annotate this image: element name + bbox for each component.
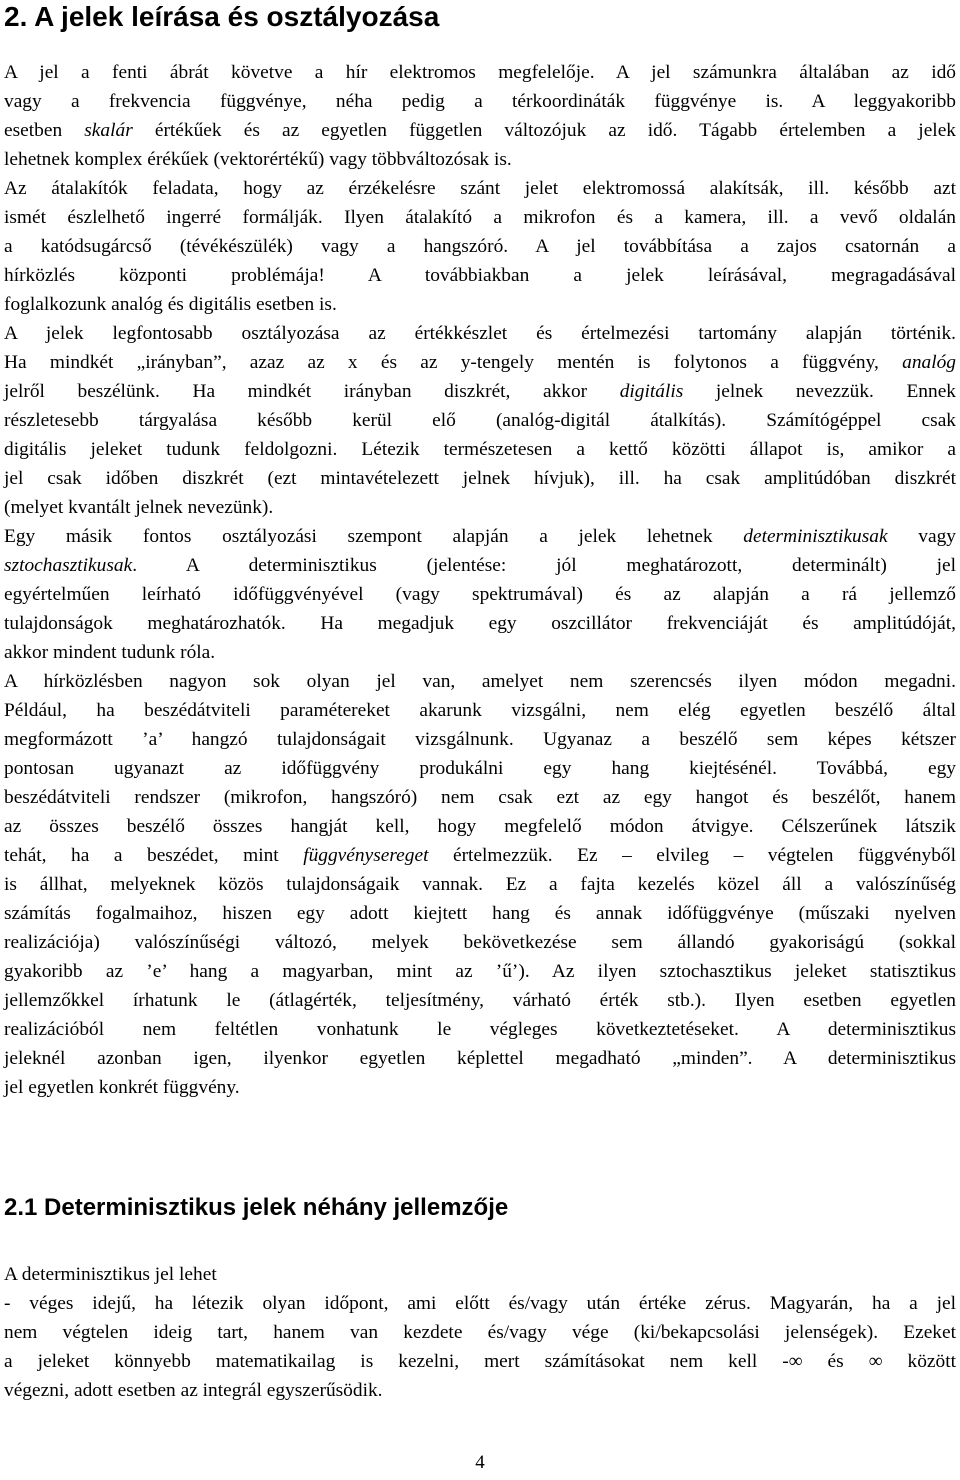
text-line: részletesebb tárgyalása később kerül elő (analóg-digitál átalkítás). Számítógéppel csak	[4, 410, 956, 431]
paragraph-signal-definition	[4, 58, 956, 174]
text-line: ismét észlelhető ingerré formálják. Ilyen átalakító a mikrofon és a kamera, ill. a vevő oldalán	[4, 207, 956, 228]
text-line: megformázott ’a’ hangzó tulajdonságait vizsgálnunk. Ugyanaz a beszélő sem képes kétszer	[4, 729, 956, 750]
text-line: tulajdonságok meghatározhatók. Ha megadjuk egy oszcillátor frekvenciáját és amplitúdóját,	[4, 613, 956, 634]
paragraph-transducers	[4, 174, 956, 319]
text-line: is állhat, melyeknek közös tulajdonságaik vannak. Ez a fajta kezelés közel áll a valószínűség	[4, 874, 956, 895]
text-line: végezni, adott esetben az integrál egyszerűsödik.	[4, 1380, 383, 1401]
text-line: akkor mindent tudunk róla.	[4, 642, 216, 663]
paragraph-stochastic	[4, 667, 956, 1102]
text-line: egyértelműen leírható időfüggvényével (vagy spektrumával) és az alapján a rá jellemző	[4, 584, 956, 605]
text-line: tehát, ha a beszédet, mint függvénysereget értelmezzük. Ez – elvileg – végtelen függvényből	[4, 845, 957, 866]
paragraph-finite-duration	[4, 1289, 956, 1405]
text-line: A jel a fenti ábrát követve a hír elektromos megfelelője. A jel számunkra általában az idő	[4, 62, 956, 83]
text-line: lehetnek komplex érékűek (vektorértékű) vagy többváltozósak is.	[4, 149, 512, 170]
emphasis: analóg	[902, 352, 956, 373]
text-line: a jeleket könnyebb matematikailag is kezelni, mert számításokat nem kell -∞ és ∞ között	[4, 1351, 956, 1372]
text-line: Az átalakítók feladata, hogy az érzékelésre szánt jelet elektromossá alakítsák, ill. később azt	[4, 178, 956, 199]
text-line: jellemzőkkel írhatunk le (átlagérték, teljesítmény, várható érték stb.). Ilyen esetben egyetlen	[4, 990, 956, 1011]
paragraph-deterministic	[4, 522, 956, 667]
emphasis: skalár	[84, 120, 133, 141]
text-line: hírközlés központi problémája! A továbbiakban a jelek leírásával, megragadásával	[4, 265, 956, 286]
text-line: A determinisztikus jel lehet	[4, 1264, 217, 1285]
emphasis: sztochasztikusak	[4, 555, 133, 576]
text-line: jelről beszélünk. Ha mindkét irányban diszkrét, akkor digitális jelnek nevezzük. Ennek	[4, 381, 956, 402]
text-line: A hírközlésben nagyon sok olyan jel van, amelyet nem szerencsés ilyen módon megadni.	[4, 671, 956, 692]
emphasis: digitális	[619, 381, 684, 402]
emphasis: függvénysereget	[303, 845, 429, 866]
text-line: esetben skalár értékűek és az egyetlen független változójuk az idő. Tágabb értelemben a jelek	[4, 120, 956, 141]
text-line: sztochasztikusak. A determinisztikus (jelentése: jól meghatározott, determinált) jel	[4, 555, 956, 576]
page-number: 4	[475, 1452, 485, 1473]
text-line: beszédátviteli rendszer (mikrofon, hangszóró) nem csak ezt az egy hangot és beszélőt, hanem	[4, 787, 956, 808]
paragraph-classification	[4, 319, 956, 522]
text-line: realizációja) valószínűségi változó, melyek bekövetkezése sem állandó gyakoriságú (sokkal	[4, 932, 956, 953]
text-line: az összes beszélő összes hangját kell, hogy megfelelő módon átvigye. Célszerűnek látszik	[4, 816, 956, 837]
text-line: vagy a frekvencia függvénye, néha pedig a térkoordináták függvénye is. A leggyakoribb	[4, 91, 956, 112]
text-line: jeleknél azonban igen, ilyenkor egyetlen képlettel megadható „minden”. A determinisztikus	[4, 1048, 956, 1069]
text-line: Egy másik fontos osztályozási szempont alapján a jelek lehetnek determinisztikusak vagy	[4, 526, 956, 547]
text-line: foglalkozunk analóg és digitális esetben is.	[4, 294, 337, 315]
text-line: nem végtelen ideig tart, hanem van kezdete és/vagy vége (ki/bekapcsolási jelenségek). Ezeket	[4, 1322, 956, 1343]
section-heading: 2.1 Determinisztikus jelek néhány jellemzője	[4, 1194, 509, 1221]
chapter-heading: 2. A jelek leírása és osztályozása	[4, 1, 440, 32]
text-line: Ha mindkét „irányban”, azaz az x és az y-tengely mentén is folytonos a függvény, analóg	[4, 352, 956, 373]
text-line: digitális jeleket tudunk feldolgozni. Létezik természetesen a kettő közötti állapot is, amikor a	[4, 439, 956, 460]
text-line: - véges idejű, ha létezik olyan időpont, ami előtt és/vagy után értéke zérus. Magyarán, ha a jel	[4, 1293, 956, 1314]
text-line: a katódsugárcső (tévékészülék) vagy a hangszóró. A jel továbbítása a zajos csatornán a	[4, 236, 956, 257]
text-line: jel egyetlen konkrét függvény.	[4, 1077, 240, 1098]
text-line: realizációból nem feltétlen vonhatunk le végleges következtetéseket. A determinisztikus	[4, 1019, 956, 1040]
emphasis: determinisztikusak	[743, 526, 888, 547]
text-line: (melyet kvantált jelnek nevezünk).	[4, 497, 274, 518]
text-line: számítás fogalmaihoz, hiszen egy adott kiejtett hang és annak időfüggvénye (műszaki nyelven	[4, 903, 956, 924]
text-line: jel csak időben diszkrét (ezt mintavételezett jelnek hívjuk), ill. ha csak amplitúdóban diszkrét	[4, 468, 956, 489]
text-line: Például, ha beszédátviteli paramétereket akarunk vizsgálni, nem elég egyetlen beszélő által	[4, 700, 956, 721]
text-line: pontosan ugyanazt az időfüggvény produkálni egy hang kiejtésénél. Továbbá, egy	[4, 758, 956, 779]
text-line: A jelek legfontosabb osztályozása az értékkészlet és értelmezési tartomány alapján történik.	[4, 323, 956, 344]
text-line: gyakoribb az ’e’ hang a magyarban, mint az ’ű’). Az ilyen sztochasztikus jeleket statisztikus	[4, 961, 956, 982]
paragraph-deterministic-intro	[4, 1260, 956, 1289]
